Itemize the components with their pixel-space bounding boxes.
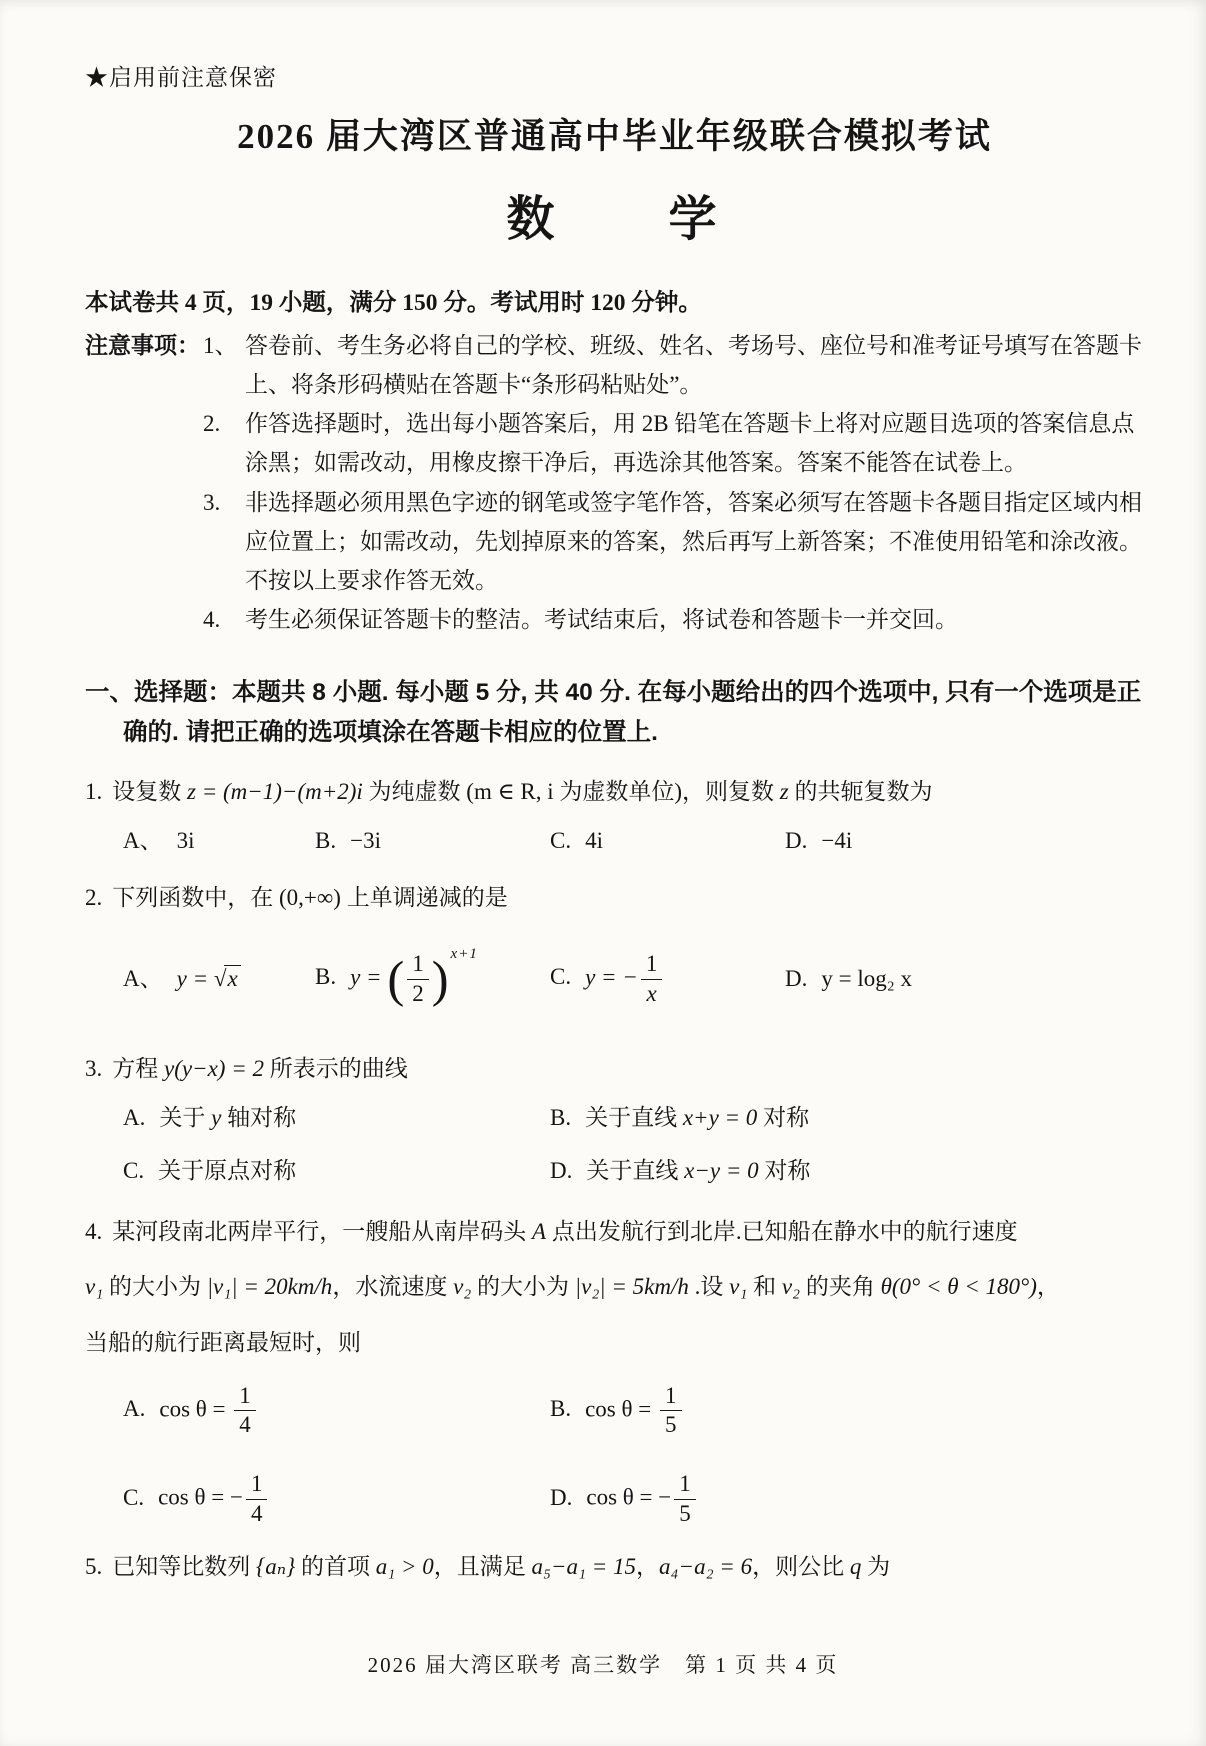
question-1 xyxy=(85,772,1144,860)
option-c xyxy=(550,821,785,860)
option-text: −4i xyxy=(821,827,853,853)
paper-info: 本试卷共 4 页，19 小题，满分 150 分。考试用时 120 分钟。 xyxy=(85,290,702,317)
question-5 xyxy=(85,1547,1144,1586)
option-text: −3i xyxy=(350,827,381,853)
option-label: D. xyxy=(785,966,808,992)
exam-title: 2026 届大湾区普通高中毕业年级联合模拟考试 xyxy=(237,117,992,157)
option-text: 4i xyxy=(585,827,603,853)
fraction xyxy=(641,950,663,1009)
note-item-2 xyxy=(85,404,1144,482)
note-item-4 xyxy=(85,600,1144,639)
option-label: A. xyxy=(123,1105,146,1131)
question-number: 2. xyxy=(85,884,103,910)
option-d xyxy=(785,821,1144,860)
options-grid xyxy=(85,1382,1144,1529)
fraction xyxy=(246,1470,268,1529)
option-d xyxy=(550,1470,1144,1529)
question-number: 4. xyxy=(85,1219,103,1245)
option-c xyxy=(123,1151,550,1190)
left-paren: ( xyxy=(387,950,405,1007)
fraction-denominator: 2 xyxy=(407,979,429,1009)
option-c xyxy=(123,1470,550,1529)
option-label: C. xyxy=(550,827,572,853)
option-a xyxy=(123,959,315,998)
note-number: 4. xyxy=(203,606,221,632)
options-row xyxy=(85,821,1144,860)
option-label: C. xyxy=(123,1158,145,1184)
option-b xyxy=(550,1098,1144,1137)
question-stem-text: 设复数 z = (m−1)−(m+2)i 为纯虚数 (m ∈ R, i 为虚数单位)，则复数 z 的共轭复数为 xyxy=(112,778,933,804)
option-text: 关于直线 x−y = 0 对称 xyxy=(586,1158,811,1184)
exponent: x+1 xyxy=(450,946,478,963)
fraction-numerator: 1 xyxy=(665,1382,677,1408)
right-paren: ) xyxy=(431,950,449,1007)
option-formula: y = √ xyxy=(176,966,227,992)
option-text: 关于原点对称 xyxy=(158,1158,297,1184)
question-stem-text: 方程 y(y−x) = 2 所表示的曲线 xyxy=(112,1056,408,1081)
option-label: B. xyxy=(315,964,337,990)
question-stem xyxy=(85,1049,1144,1088)
option-formula: cos θ = xyxy=(585,1396,657,1422)
question-stem-text: 某河段南北两岸平行，一艘船从南岸码头 A 点出发航行到北岸.已知船在静水中的航行速度 xyxy=(112,1219,1018,1245)
fraction-denominator: x xyxy=(641,979,661,1009)
fraction-denominator: 4 xyxy=(246,1499,268,1529)
option-label: D. xyxy=(785,827,808,853)
fraction xyxy=(660,1382,682,1441)
option-formula: y = log₂ x xyxy=(821,966,913,992)
option-label: B. xyxy=(550,1396,572,1422)
option-a xyxy=(123,821,315,860)
option-label: B. xyxy=(550,1105,572,1131)
option-d xyxy=(550,1151,1144,1190)
fraction-numerator: 1 xyxy=(239,1382,251,1408)
options-grid xyxy=(85,1098,1144,1190)
security-note: ★启用前注意保密 xyxy=(85,65,277,90)
option-label: A. xyxy=(123,1396,146,1422)
note-item-3 xyxy=(85,483,1144,600)
option-text: 3i xyxy=(176,827,195,853)
page-footer: 2026 届大湾区联考 高三数学 第 1 页 共 4 页 xyxy=(367,1653,839,1678)
question-stem xyxy=(85,772,1144,811)
option-c xyxy=(550,950,785,1009)
note-number: 3. xyxy=(203,489,221,515)
note-item-1 xyxy=(85,326,1144,404)
question-number: 3. xyxy=(85,1056,103,1081)
option-a xyxy=(123,1098,550,1137)
option-text: 关于直线 x+y = 0 对称 xyxy=(585,1105,810,1131)
fraction-numerator: 1 xyxy=(250,1471,263,1497)
question-number: 5. xyxy=(85,1553,103,1579)
question-stem xyxy=(85,1547,1144,1586)
fraction xyxy=(674,1470,696,1529)
option-label: C. xyxy=(550,964,572,990)
option-label: A、 xyxy=(123,827,163,853)
option-b xyxy=(315,821,550,860)
fraction-denominator: 4 xyxy=(234,1410,256,1440)
note-number: 1、 xyxy=(203,333,238,359)
option-label: A、 xyxy=(123,966,163,992)
fraction-numerator: 1 xyxy=(679,1471,691,1497)
question-stem-line2 xyxy=(85,1263,1144,1310)
question-stem-line1 xyxy=(85,1208,1144,1255)
question-stem-text: 下列函数中，在 (0,+∞) 上单调递减的是 xyxy=(112,884,508,910)
option-formula: cos θ = − xyxy=(158,1484,243,1510)
question-stem-text: 已知等比数列 {aₙ} 的首项 a₁ > 0，且满足 a₅−a₁ = 15，a₄−a₂ = 6，则公比 q 为 xyxy=(112,1553,891,1579)
option-formula: y = − xyxy=(585,964,638,990)
notes-section xyxy=(85,326,1144,639)
question-number: 1. xyxy=(85,778,103,804)
question-3 xyxy=(85,1049,1144,1190)
note-text: 答卷前、考生务必将自己的学校、班级、姓名、考场号、座位号和准考证号填写在答题卡上、将条形码横贴在答题卡“条形码粘贴处”。 xyxy=(245,333,1142,398)
fraction xyxy=(407,950,429,1009)
notes-label: 注意事项： xyxy=(85,333,200,359)
options-row xyxy=(85,927,1144,1031)
option-label: C. xyxy=(123,1484,145,1510)
question-stem xyxy=(85,878,1144,917)
option-formula: y = xyxy=(350,964,388,990)
question-stem-line3: 当船的航行距离最短时，则 xyxy=(85,1329,361,1355)
option-formula: cos θ = xyxy=(159,1396,232,1422)
subject-title: 数 学 xyxy=(506,192,723,246)
fraction-numerator: 1 xyxy=(645,950,658,976)
fraction-denominator: 5 xyxy=(674,1499,696,1529)
option-label: B. xyxy=(315,827,337,853)
fraction xyxy=(234,1382,256,1441)
option-b xyxy=(315,946,550,1009)
radical: x xyxy=(224,965,240,991)
note-text: 非选择题必须用黑色字迹的钢笔或签字笔作答，答案必须写在答题卡各题目指定区域内相应位置上；如需改动，先划掉原来的答案，然后再写上新答案；不准使用铅笔和涂改液。不按以上要求作答无效。 xyxy=(245,489,1142,593)
fraction-denominator: 5 xyxy=(660,1410,682,1440)
question-2 xyxy=(85,878,1144,1031)
note-text: 考生必须保证答题卡的整洁。考试结束后，将试卷和答题卡一并交回。 xyxy=(245,606,958,632)
note-text: 作答选择题时，选出每小题答案后，用 2B 铅笔在答题卡上将对应题目选项的答案信息点涂黑；如需改动，用橡皮擦干净后，再选涂其他答案。答案不能答在试卷上。 xyxy=(245,411,1135,476)
fraction-numerator: 1 xyxy=(412,950,424,976)
option-label: D. xyxy=(550,1484,573,1510)
option-b xyxy=(550,1382,1144,1441)
note-number: 2. xyxy=(203,411,221,437)
question-4 xyxy=(85,1208,1144,1528)
option-text: 关于 y 轴对称 xyxy=(159,1105,297,1131)
section1-heading: 一、选择题：本题共 8 小题. 每小题 5 分, 共 40 分. 在每小题给出的四个选项中, 只有一个选项是正确的. 请把正确的选项填涂在答题卡相应的位置上. xyxy=(85,678,1142,747)
option-d xyxy=(785,959,1144,998)
option-a xyxy=(123,1382,550,1441)
option-label: D. xyxy=(550,1158,573,1184)
option-formula: cos θ = − xyxy=(586,1484,672,1510)
question-stem-text: v₁ 的大小为 |v₁| = 20km/h，水流速度 v₂ 的大小为 |v₂| = 5km/h .设 v₁ 和 v₂ 的夹角 θ(0° < θ < 180°)， xyxy=(85,1274,1060,1300)
